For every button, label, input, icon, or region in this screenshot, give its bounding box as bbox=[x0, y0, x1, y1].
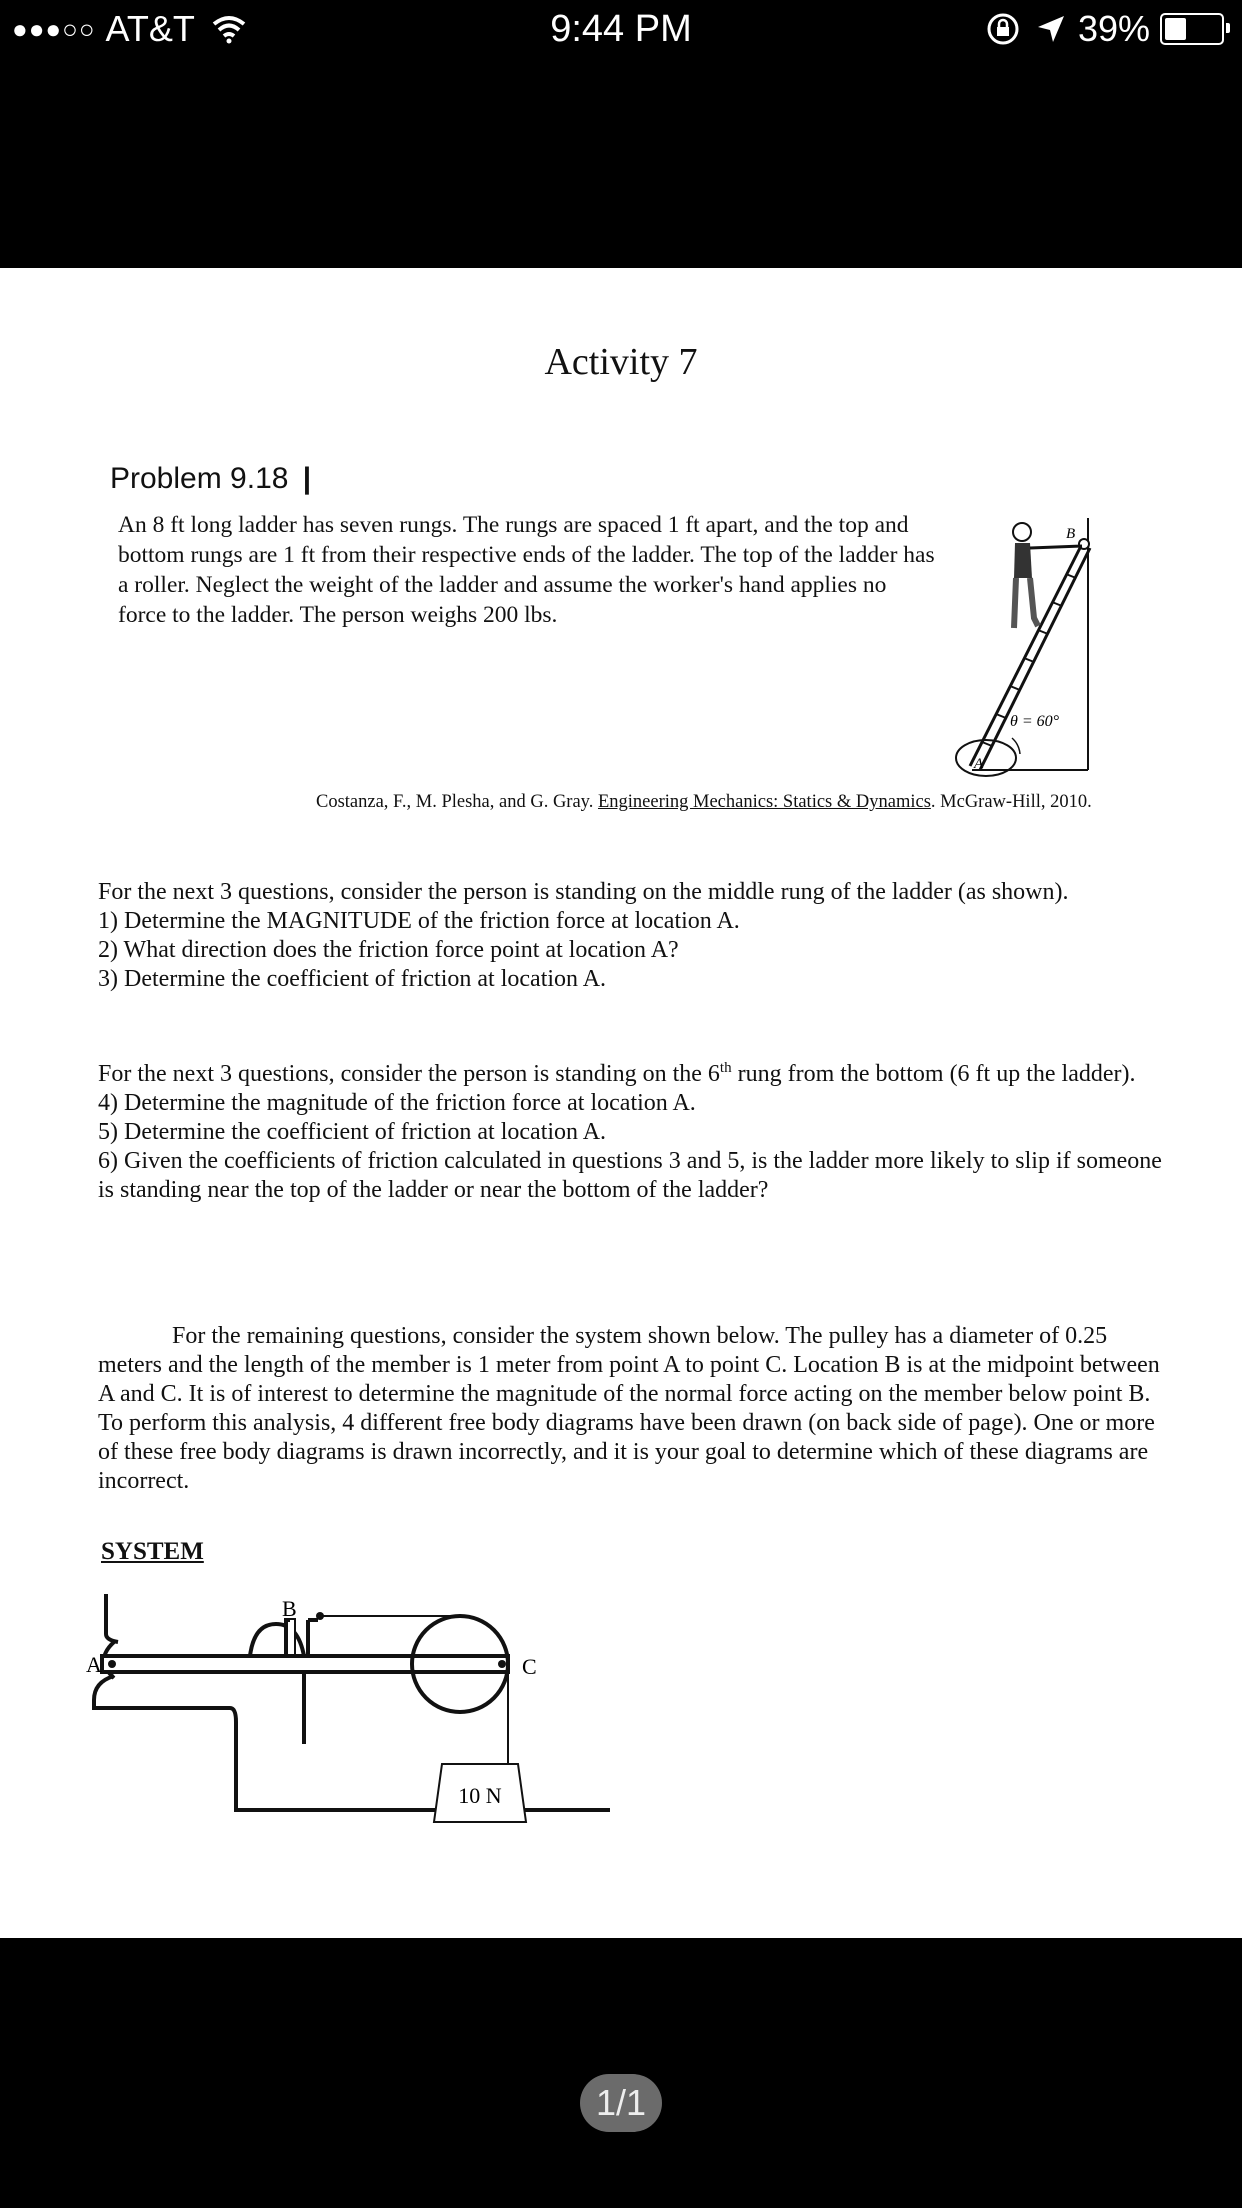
ladder-figure bbox=[912, 508, 1112, 790]
system-label-b: B bbox=[282, 1596, 297, 1621]
book-title: Engineering Mechanics: Statics & Dynamics bbox=[597, 792, 931, 812]
status-bar bbox=[0, 0, 1242, 62]
info-marker-icon: | bbox=[302, 462, 312, 495]
signal-strength-icon: ●●●○○ bbox=[12, 13, 96, 44]
citation: Costanza, F., M. Plesha, and G. Gray. Engineering Mechanics: Statics & Dynamics. McGraw-Hill, 2010. bbox=[316, 792, 1092, 812]
question-block-1: For the next 3 questions, consider the person is standing on the middle rung of the ladder (as shown). 1) Determine the MAGNITUDE of the friction force at location A. 2) What direction does the friction force point at location A? 3) Determine the coefficient of friction at location A. bbox=[98, 879, 1069, 992]
problem-heading: Problem 9.18 | bbox=[110, 462, 312, 495]
carrier-label: AT&T bbox=[105, 8, 195, 49]
battery-icon bbox=[1160, 13, 1224, 45]
document-page bbox=[0, 268, 1242, 1938]
system-label-c: C bbox=[522, 1654, 537, 1679]
weight-label: 10 N bbox=[458, 1783, 502, 1808]
question-block-2: For the next 3 questions, consider the person is standing on the 6th rung from the bottom (6 ft up the ladder). 4) Determine the magnitude of the friction force at location A. 5) Determine the coefficient of friction at location A. 6) Given the coefficients of friction calculated in questions 3 and 5, is the ladder more likely to slip if someone is standing near the top of the ladder or near the bottom of the ladder? bbox=[98, 1060, 1162, 1203]
angle-label: θ = 60° bbox=[1010, 713, 1060, 730]
location-arrow-icon bbox=[1034, 12, 1068, 46]
system-diagram bbox=[86, 1582, 630, 1882]
page-title: Activity 7 bbox=[544, 341, 698, 383]
orientation-lock-icon bbox=[986, 12, 1020, 46]
page-indicator[interactable]: 1/1 bbox=[580, 2074, 662, 2132]
problem-text: An 8 ft long ladder has seven rungs. The rungs are spaced 1 ft apart, and the top and bottom rungs are 1 ft from their respective ends of the ladder. The top of the ladder has a roller. Neglect the weight of the ladder and assume the worker's hand applies no force to the ladder. The person weighs 200 lbs. bbox=[118, 512, 935, 628]
label-a: A bbox=[974, 756, 984, 772]
clock: 9:44 PM bbox=[550, 8, 692, 50]
system-label: SYSTEM bbox=[101, 1538, 204, 1565]
battery-percent: 39% bbox=[1077, 8, 1150, 49]
system-label-a: A bbox=[86, 1652, 102, 1677]
label-b: B bbox=[1066, 526, 1076, 542]
question-block-3: For the remaining questions, consider the system shown below. The pulley has a diameter of 0.25 meters and the length of the member is 1 meter from point A to point C. Location B is at the midpoint between A and C. It is of interest to determine the magnitude of the normal force acting on the member below point B. To perform this analysis, 4 different free body diagrams have been drawn (on back side of page). One or more of these free body diagrams is drawn incorrectly, and it is your goal to determine which of these diagrams are incorrect. bbox=[98, 1323, 1160, 1494]
